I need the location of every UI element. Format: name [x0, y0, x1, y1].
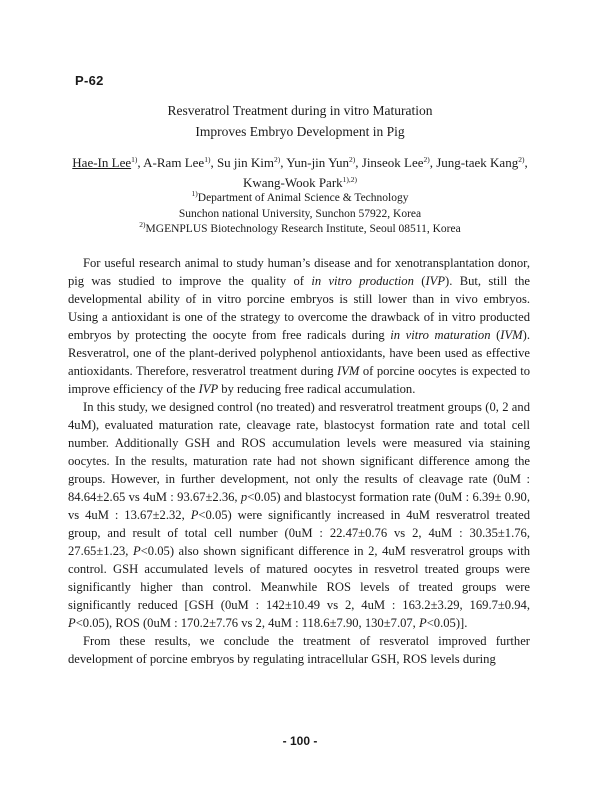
italic-term: IVP [198, 382, 219, 396]
italic-term: P [132, 544, 141, 558]
text-run: of porcine oocytes is expected to improve efficiency of the [68, 364, 530, 396]
affiliation-text: Department of Animal Science & Technology [197, 192, 409, 204]
affiliation-2 [60, 222, 540, 238]
italic-term: IVP [425, 274, 446, 288]
author-list [60, 153, 540, 193]
text-run: <0.05) and blastocyst formation rate (0uM : 6.39± 0.90, vs 4uM : 13.67±2.32, [68, 490, 530, 522]
title-line-1: Resveratrol Treatment during in vitro Maturation [167, 103, 433, 118]
author-name: Jung-taek Kang [436, 155, 519, 170]
author-name: Hae-In Lee [72, 155, 132, 170]
text-run: ). Resveratrol, one of the plant-derived polyphenol antioxidants, have been used as effective antioxidants. Therefore, resveratrol treatment during [68, 328, 531, 378]
page-number: - 100 - [282, 734, 318, 748]
author-affil-sup: 1),2) [342, 175, 358, 184]
italic-term: IVM [500, 328, 523, 342]
abstract-paragraph-3: From these results, we conclude the treatment of resveratol improved further development of porcine embryos by regulating intracellular GSH, ROS levels during [68, 634, 530, 666]
text-run: <0.05) also shown significant difference in 2, 4uM resveratrol groups with control. GSH accumulated levels of matured oocytes in resvetrol treated groups were significantly higher than control. Meanwhile ROS levels of treated groups were significantly reduced [GSH (0uM : 142±10.49 vs 2, 4uM : 163.2±3.29, 169.7±0.94, [68, 544, 530, 612]
paper-title [0, 100, 600, 142]
italic-term: in vitro maturation [390, 328, 491, 342]
author-sep: , [280, 155, 287, 170]
affiliation-1 [60, 191, 540, 207]
text-run: <0.05) were significantly increased in 4uM resveratrol treated group, and result of total cell number (0uM : 22.47±0.76 vs 2, 4uM : 30.35±1.76, 27.65±1.23, [68, 508, 530, 558]
affiliation-sup: 2) [139, 220, 146, 229]
title-line-2: Improves Embryo Development in Pig [195, 124, 405, 139]
author-sep: , [355, 155, 362, 170]
author-name: Jinseok Lee [361, 155, 424, 170]
italic-term: P [190, 508, 199, 522]
poster-code: P-62 [75, 73, 104, 88]
author-affil-sup: 2) [423, 155, 430, 164]
affiliation-text: MGENPLUS Biotechnology Research Institute, Seoul 08511, Korea [145, 223, 461, 235]
author-name: A-Ram Lee [143, 155, 205, 170]
affiliation-1-address: Sunchon national University, Sunchon 57922, Korea [178, 207, 422, 220]
italic-term: in vitro production [311, 274, 414, 288]
affiliations [60, 191, 540, 238]
author-affil-sup: 2) [274, 155, 281, 164]
abstract-paragraph-2 [68, 398, 530, 632]
author-sep: , [137, 155, 144, 170]
author-affil-sup: 2) [349, 155, 356, 164]
text-run: <0.05), ROS (0uM : 170.2±7.76 vs 2, 4uM : 118.6±7.90, 130±7.07, [75, 616, 419, 630]
author-affil-sup: 2) [518, 155, 525, 164]
abstract-paragraph-1 [68, 254, 530, 398]
author-affil-sup: 1) [204, 155, 211, 164]
text-run: For useful research animal to study human’s disease and for xenotransplantation donor, pig was studied to improve the quality of [68, 256, 530, 288]
author-name: Kwang-Wook Park [242, 175, 343, 190]
text-run: ). But, still the developmental ability of in vitro porcine embryos is still lower than in vivo embryos. Using a antioxidant is one of the strategy to overcome the drawback of in vitro producted embryos by protecting the oocyte from free radicals during [68, 274, 530, 342]
author-sep: , [210, 155, 217, 170]
text-run: by reducing free radical accumulation. [218, 382, 416, 396]
italic-term: P [68, 616, 76, 630]
italic-term: p [240, 490, 248, 504]
italic-term: IVM [337, 364, 360, 378]
italic-term: P [418, 616, 427, 630]
author-name: Yun-jin Yun [286, 155, 350, 170]
text-run: ( [413, 274, 426, 288]
author-sep: , [524, 155, 528, 170]
text-run: In this study, we designed control (no treated) and resveratrol treatment groups (0, 2 and 4uM), evaluated maturation rate, cleavage rate, blastocyst formation rate and total cell number. Additionally GSH and ROS accumulation levels were measured via staining oocytes. In the results, maturation rate had not shown significant difference among the groups. However, in further development, not only the results of cleavage rate (0uM : 84.64±2.65 vs 4uM : 93.67±2.36, [68, 400, 530, 504]
author-affil-sup: 1) [131, 155, 138, 164]
author-sep: , [429, 155, 437, 170]
abstract-body [68, 254, 530, 668]
text-run: <0.05)]. [426, 616, 468, 630]
text-run: ( [490, 328, 501, 342]
affiliation-sup: 1) [191, 189, 198, 198]
author-name: Su jin Kim [216, 155, 275, 170]
